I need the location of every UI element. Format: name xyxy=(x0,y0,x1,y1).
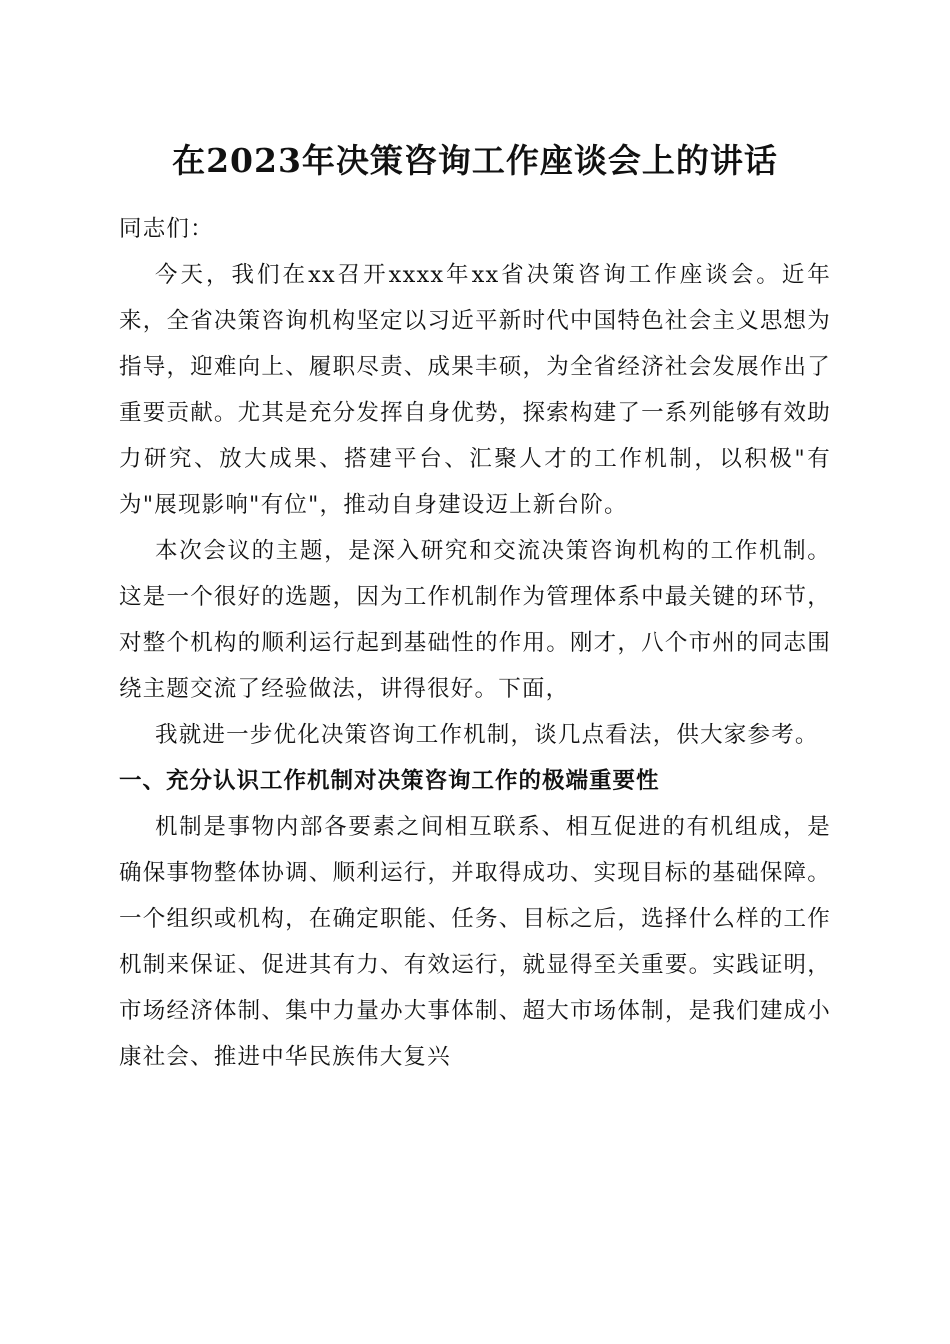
section-paragraph: 机制是事物内部各要素之间相互联系、相互促进的有机组成，是确保事物整体协调、顺利运行，并取得成功、实现目标的基础保障。一个组织或机构，在确定职能、任务、目标之后，选择什么样的工作机制来保证、促进其有力、有效运行，就显得至关重要。实践证明，市场经济体制、集中力量办大事体制、超大市场体制，是我们建成小康社会、推进中华民族伟大复兴 xyxy=(119,814,831,1070)
document-body xyxy=(119,206,831,1080)
document-title: 在2023年决策咨询工作座谈会上的讲话 xyxy=(172,141,778,180)
paragraph-theme: 本次会议的主题，是深入研究和交流决策咨询机构的工作机制。这是一个很好的选题，因为工作机制作为管理体系中最关键的环节，对整个机构的顺利运行起到基础性的作用。刚才，八个市州的同志围绕主题交流了经验做法，讲得很好。下面， xyxy=(119,538,831,702)
paragraph-intro: 今天，我们在xx召开xxxx年xx省决策咨询工作座谈会。近年来，全省决策咨询机构坚定以习近平新时代中国特色社会主义思想为指导，迎难向上、履职尽责、成果丰硕，为全省经济社会发展作出了重要贡献。尤其是充分发挥自身优势，探索构建了一系列能够有效助力研究、放大成果、搭建平台、汇聚人才的工作机制，以积极"有为"展现影响"有位"，推动自身建设迈上新台阶。 xyxy=(119,262,831,518)
salutation: 同志们： xyxy=(119,216,214,242)
paragraph-outline: 我就进一步优化决策咨询工作机制，谈几点看法，供大家参考。 xyxy=(155,722,819,748)
section-heading: 一、充分认识工作机制对决策咨询工作的极端重要性 xyxy=(119,768,660,794)
